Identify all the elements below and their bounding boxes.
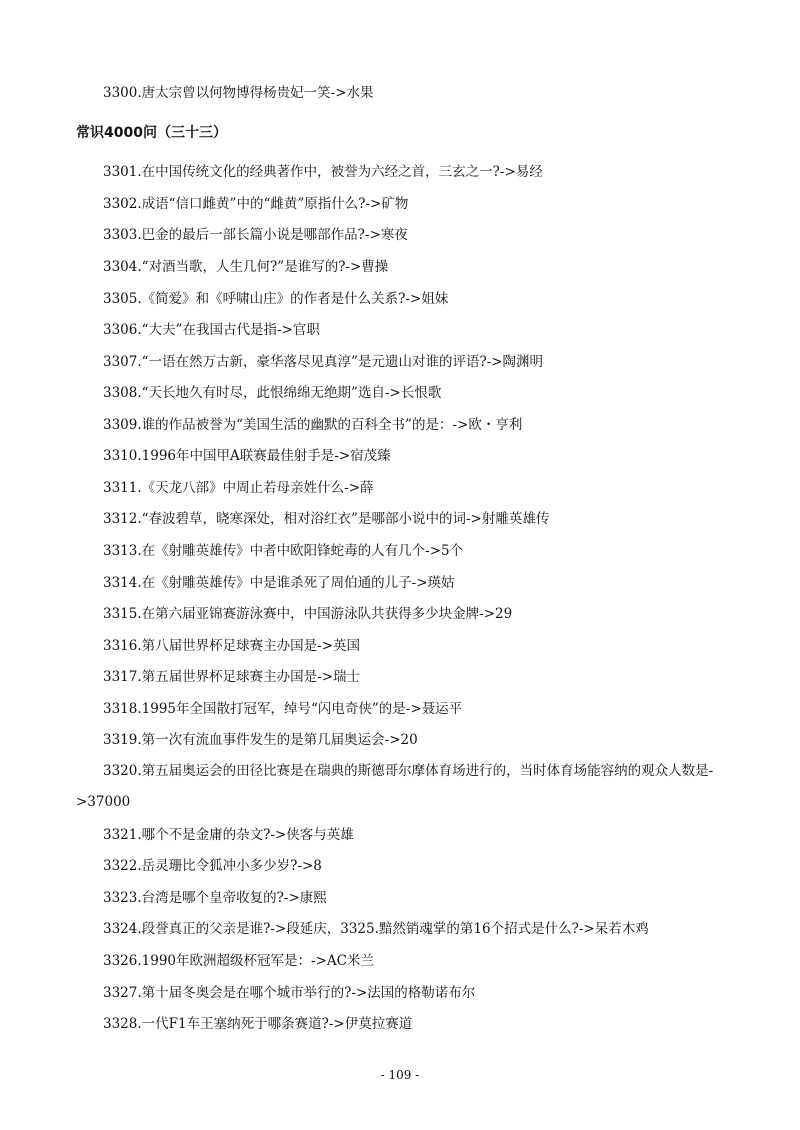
page-number: - 109 -: [380, 1068, 420, 1082]
text-line: 3304.“对酒当歌，人生几何?”是谁写的?->曹操: [103, 259, 389, 275]
text-line: 3313.在《射雕英雄传》中者中欧阳锋蛇毒的人有几个->5个: [103, 543, 464, 559]
text-line: 3307.“一语在然万古新，豪华落尽见真淳”是元遗山对谁的评语?->陶渊明: [103, 354, 544, 370]
text-line: 3324.段誉真正的父亲是谁?->段延庆，3325.黯然销魂掌的第16个招式是什么?->呆若木鸡: [103, 921, 649, 937]
text-line: 3322.岳灵珊比令狐冲小多少岁?->8: [103, 858, 322, 874]
text-line: 3308.“天长地久有时尽，此恨绵绵无绝期”选自->长恨歌: [103, 385, 442, 401]
text-line: 3300.唐太宗曾以何物博得杨贵妃一笑->水果: [103, 85, 374, 101]
text-line: 3321.哪个不是金庸的杂文?->侠客与英雄: [103, 827, 354, 843]
text-line: 3311.《天龙八部》中周止若母亲姓什么->薛: [103, 480, 374, 496]
text-line: 3306.“大夫”在我国古代是指->官职: [103, 322, 320, 338]
text-line: 3318.1995年全国散打冠军，绰号“闪电奇侠”的是->聂运平: [103, 701, 463, 717]
text-line: 3310.1996年中国甲A联赛最佳射手是->宿茂臻: [103, 448, 391, 464]
text-line: 3314.在《射雕英雄传》中是谁杀死了周伯通的儿子->瑛姑: [103, 575, 455, 591]
text-line: 3312.“春波碧草，晓寒深处，相对浴红衣”是哪部小说中的词->射雕英雄传: [103, 511, 550, 527]
text-line: 3319.第一次有流血事件发生的是第几届奥运会->20: [103, 732, 418, 748]
text-line: 3315.在第六届亚锦赛游泳赛中，中国游泳队共获得多少块金牌->29: [103, 606, 513, 622]
text-line: 3303.巴金的最后一部长篇小说是哪部作品?->寒夜: [103, 227, 408, 243]
text-line: 3305.《简爱》和《呼啸山庄》的作者是什么关系?->姐妹: [103, 291, 449, 307]
text-line: 3309.谁的作品被誉为“美国生活的幽默的百科全书”的是：->欧・亨利: [103, 417, 523, 433]
text-line: 3302.成语“信口雌黄”中的“雌黄”原指什么?->矿物: [103, 196, 409, 212]
text-line: 3316.第八届世界杯足球赛主办国是->英国: [103, 638, 361, 654]
text-line-wrapped: 3320.第五届奥运会的田径比赛是在瑞典的斯德哥尔摩体育场进行的，当时体育场能容纳的观众人数是->37000: [76, 763, 714, 810]
text-line: 3328.一代F1车王塞纳死于哪条赛道?->伊莫拉赛道: [103, 1016, 413, 1032]
text-line: 3327.第十届冬奥会是在哪个城市举行的?->法国的格勒诺布尔: [103, 985, 476, 1001]
section-heading: 常识4000问（三十三）: [76, 125, 227, 141]
text-line: 3323.台湾是哪个皇帝收复的?->康熙: [103, 890, 327, 906]
text-line: 3317.第五届世界杯足球赛主办国是->瑞士: [103, 669, 361, 685]
text-line: 3301.在中国传统文化的经典著作中，被誉为六经之首，三玄之一?->易经: [103, 164, 543, 180]
text-line: 3326.1990年欧洲超级杯冠军是：->AC米兰: [103, 953, 374, 969]
